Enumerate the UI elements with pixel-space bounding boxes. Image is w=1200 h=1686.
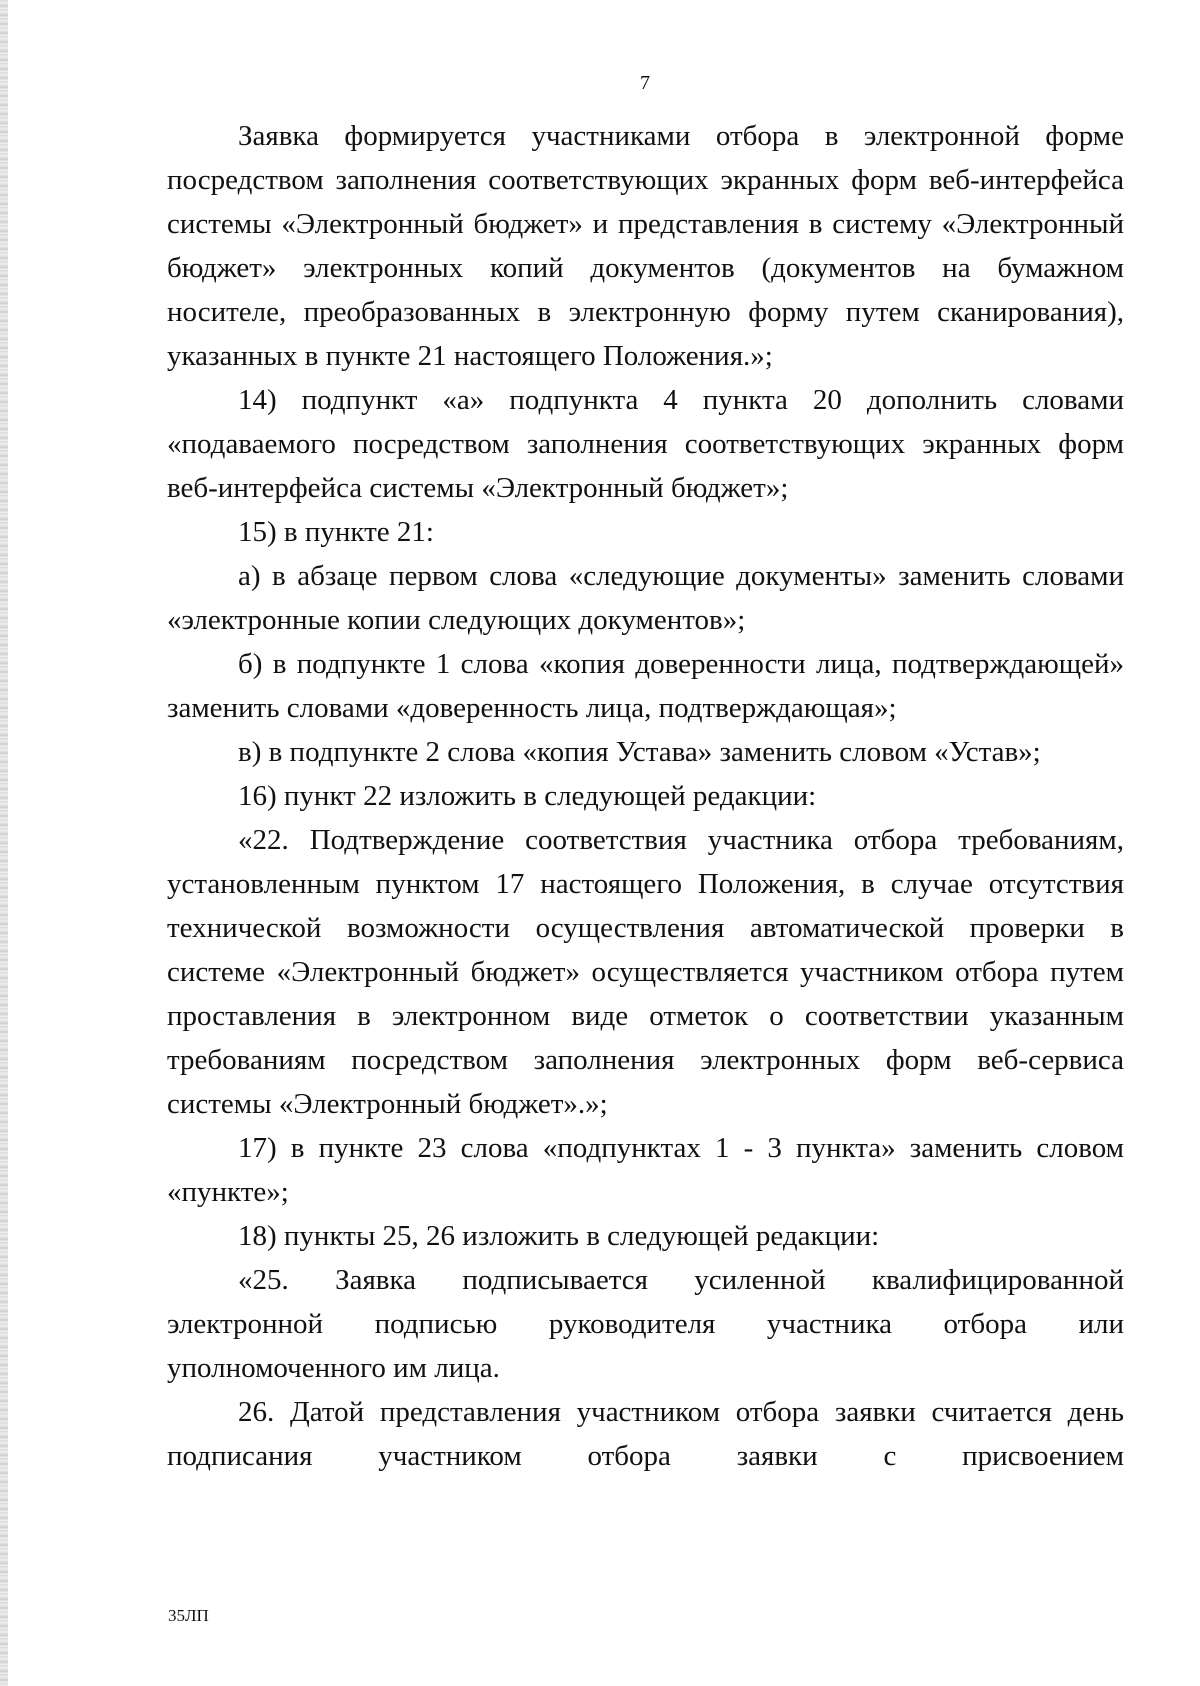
paragraph-item-16: 16) пункт 22 изложить в следующей редакции: xyxy=(238,780,817,812)
paragraph-item-17: 17) в пункте 23 слова «подпунктах 1 - 3 пункта» заменить словом «пункте»; xyxy=(167,1132,1124,1208)
paragraph-item-15: 15) в пункте 21: xyxy=(238,516,434,548)
paragraph-application-formation: Заявка формируется участниками отбора в электронной форме посредством заполнения соответствующих экранных форм веб-интерфейса системы «Электронный бюджет» и представления в систему «Электронный бюджет» электронных копий документов (документов на бумажном носителе, преобразованных в электронную форму путем сканирования), указанных в пункте 21 настоящего Положения.»; xyxy=(167,120,1124,372)
paragraph-item-15-a: а) в абзаце первом слова «следующие документы» заменить словами «электронные копии следующих документов»; xyxy=(167,560,1124,636)
paragraph-item-14: 14) подпункт «а» подпункта 4 пункта 20 дополнить словами «подаваемого посредством заполнения соответствующих экранных форм веб-интерфейса системы «Электронный бюджет»; xyxy=(167,384,1124,504)
paragraph-item-15-v: в) в подпункте 2 слова «копия Устава» заменить словом «Устав»; xyxy=(238,736,1041,768)
paragraph-point-22: «22. Подтверждение соответствия участника отбора требованиям, установленным пунктом 17 настоящего Положения, в случае отсутствия технической возможности осуществления автоматической проверки в системе «Электронный бюджет» осуществляется участником отбора путем проставления в электронном виде отметок о соответствии указанным требованиям посредством заполнения электронных форм веб-сервиса системы «Электронный бюджет».»; xyxy=(167,824,1124,1120)
scan-edge xyxy=(0,0,8,1686)
paragraph-item-18: 18) пункты 25, 26 изложить в следующей редакции: xyxy=(238,1220,880,1252)
paragraph-point-25: «25. Заявка подписывается усиленной квалифицированной электронной подписью руководителя участника отбора или уполномоченного им лица. xyxy=(167,1264,1124,1384)
footer-code: 35ЛП xyxy=(168,1606,209,1625)
document-body xyxy=(167,114,1124,1478)
paragraph-point-26: 26. Датой представления участником отбора заявки считается день подписания участником отбора заявки с присвоением xyxy=(167,1396,1124,1472)
page-number: 7 xyxy=(640,72,650,94)
paragraph-item-15-b: б) в подпункте 1 слова «копия доверенности лица, подтверждающей» заменить словами «доверенность лица, подтверждающая»; xyxy=(167,648,1124,724)
